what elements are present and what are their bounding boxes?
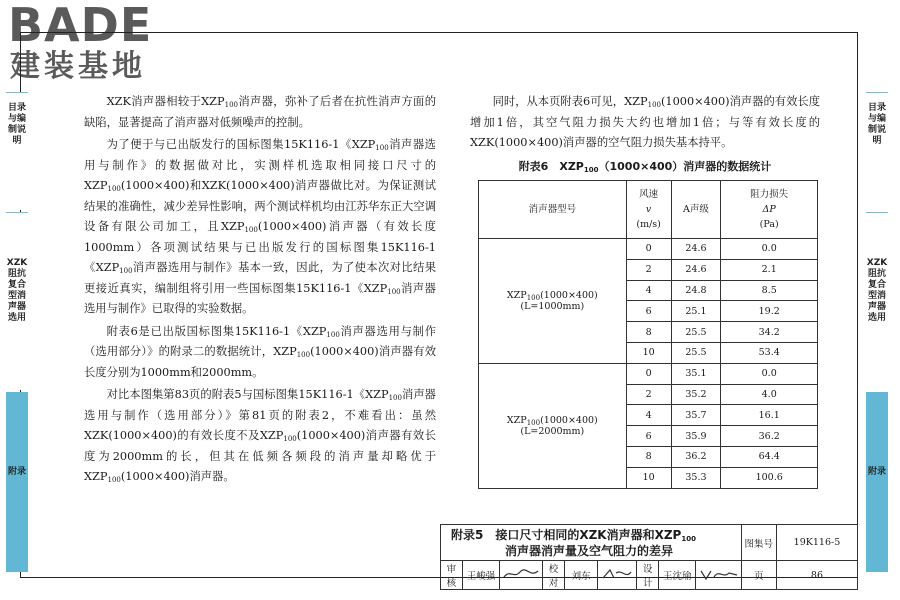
check-label: 校对 [543,561,565,590]
loss-cell: 64.4 [721,446,818,467]
side-tab-selection[interactable]: XZK阻抗复合型消声器选用 [6,212,28,390]
loss-cell: 0.0 [721,239,818,260]
level-cell: 25.1 [671,301,721,322]
model-cell: $XZP_{100}(1000\times 400)$ (L=1000mm) [479,239,627,364]
table-caption: 附表6 $XZP_{100}(1000\times 400)$消声器的数据统计 [518,160,772,174]
side-tab-appendix-right[interactable]: 附录 [866,392,888,572]
speed-cell: 0 [626,239,671,260]
left-column-text [84,92,436,488]
level-cell: 35.9 [671,426,721,447]
loss-cell: 34.2 [721,322,818,343]
loss-cell: 36.2 [721,426,818,447]
page-label: 页 [741,561,776,590]
loss-cell: 16.1 [721,405,818,426]
loss-cell: 100.6 [721,467,818,488]
header-loss: 阻力损失 ΔP (Pa) [721,181,818,239]
paragraph: 为了便于与已出版发行的国标图集15K116-1《$XZP_{100}$消声器选用与制作》的数据做对比，实测样机选取相同接口尺寸的$XZP_{100}(1000\times 400)$和XZK(1000×400)消声器做比对。为保证测试结果的准确性，减少差异性影响，两个测试样机均由江苏华东正大空调设备有限公司加工，且$XZP_{100}(1000\times 400)$消声器（有效长度1000mm）各项测试结果与已出版发行的国标图集15K116-1《$XZP_{100}$消声器选用与制作》基本一致，因此，为了使本次对比结果更接近真实，编制组将引用一些国标图集15K116-1《$XZP_{100}$消声器选用与制作》已取得的实验数据。 [84,138,437,315]
side-tab-appendix[interactable]: 附录 [6,392,28,572]
speed-cell: 2 [626,259,671,280]
atlas-number: 19K116-5 [776,525,857,561]
loss-cell: 2.1 [721,259,818,280]
header-model: 消声器型号 [479,181,627,239]
paragraph: 对比本图集第83页的附表5与国标图集15K116-1《$XZP_{100}$消声器选用与制作（选用部分）》第81页的附表2，不难看出：虽然XZK(1000×400)的有效长度不及$XZP_{100}(1000\times 400)$消声器有效长度为2000mm的长，但其在低频各频段的消声量却略优于$XZP_{100}(1000\times 400)$消声器。 [84,388,437,484]
speed-cell: 8 [626,322,671,343]
level-cell: 24.6 [671,259,721,280]
title-block [440,524,858,590]
speed-cell: 10 [626,467,671,488]
speed-cell: 4 [626,405,671,426]
atlas-label: 图集号 [741,525,776,561]
level-cell: 35.7 [671,405,721,426]
loss-cell: 19.2 [721,301,818,322]
header-level: A声级 [671,181,721,239]
side-tab-selection-right[interactable]: XZK阻抗复合型消声器选用 [866,212,888,390]
loss-cell: 0.0 [721,363,818,384]
paragraph: 附表6是已出版国标图集15K116-1《$XZP_{100}$消声器选用与制作（选用部分）》的附录二的数据统计，$XZP_{100}(1000\times 400)$消声器有效长度分别为1000mm和2000mm。 [84,324,436,379]
speed-cell: 10 [626,342,671,363]
header-speed: 风速 v (m/s) [626,181,671,239]
speed-cell: 6 [626,301,671,322]
right-column-text [470,92,820,154]
page-number: 86 [776,561,857,590]
model-cell: $XZP_{100}(1000\times 400)$ (L=2000mm) [479,363,627,488]
loss-cell: 53.4 [721,342,818,363]
checker-signature [598,561,637,590]
table-row [479,239,818,260]
speed-cell: 4 [626,280,671,301]
level-cell: 25.5 [671,342,721,363]
level-cell: 25.5 [671,322,721,343]
checker-name: 刘东 [564,561,597,590]
level-cell: 36.2 [671,446,721,467]
designer-name: 王沈瑜 [659,561,696,590]
reviewer-signature [500,561,543,590]
side-tab-contents[interactable]: 目录与编制说明 [6,92,28,210]
designer-signature [696,561,741,590]
brand-logo: BADE [8,0,153,52]
level-cell: 24.8 [671,280,721,301]
paragraph: XZK消声器相较于$XZP_{100}$消声器，弥补了后者在抗性消声方面的缺陷，显著提高了消声器对低频噪声的控制。 [84,95,436,129]
table-header-row [479,181,818,239]
table-row [479,363,818,384]
level-cell: 35.2 [671,384,721,405]
level-cell: 35.3 [671,467,721,488]
loss-cell: 8.5 [721,280,818,301]
side-tab-contents-right[interactable]: 目录与编制说明 [866,92,888,210]
drawing-title: 附录5 接口尺寸相同的XZK消声器和$XZP_{100}$ 消声器消声量及空气阻力的差异 [441,525,742,561]
speed-cell: 2 [626,384,671,405]
level-cell: 24.6 [671,239,721,260]
loss-cell: 4.0 [721,384,818,405]
speed-cell: 6 [626,426,671,447]
review-label: 审核 [441,561,463,590]
paragraph: 同时，从本页附表6可见，$XZP_{100}(1000\times 400)$消声器的有效长度增加1倍，其空气阻力损失大约也增加1倍；与等有效长度的XZK(1000×400)消声器的空气阻力损失基本持平。 [470,95,820,149]
speed-cell: 0 [626,363,671,384]
data-table [478,180,818,489]
brand-subtitle: 建装基地 [10,49,146,84]
speed-cell: 8 [626,446,671,467]
level-cell: 35.1 [671,363,721,384]
design-label: 设计 [637,561,659,590]
reviewer-name: 王峻强 [462,561,499,590]
